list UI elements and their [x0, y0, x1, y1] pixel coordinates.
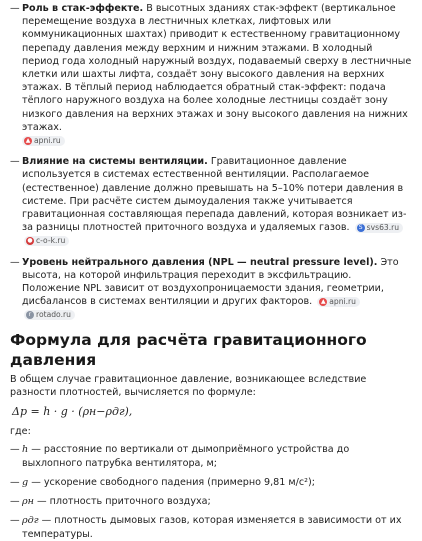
definition-text: — плотность приточного воздуха; [33, 496, 211, 508]
definition-symbol: ρдг [22, 515, 39, 527]
source-chip-cok[interactable]: ● c-o-k.ru [24, 236, 69, 246]
list-item: — Влияние на системы вентиляции. Гравитационное давление используется в системах естественной вентиляции. Располагаемое (естественное) давление должно превышать на 5–10% потери давления в системе. При расчёте систем дымоудаления также учитывается гравитационная составляющая перепада давлений, которая возникает из-за разницы плотностей приточного воздуха и удаляемых газов. S svs63.ru ● c-o-k.ru [10, 156, 407, 246]
definition-text: — расстояние по вертикали от дымоприёмного устройства до выхлопного патрубка вентилятора, м; [22, 444, 350, 469]
definition-item: — ρн — плотность приточного воздуха; [10, 496, 211, 508]
definition-text: — плотность дымовых газов, которая изменяется в зависимости от их температуры. [22, 515, 402, 540]
bullet-title: Уровень нейтрального давления (NPL — neutral pressure level). [22, 256, 378, 268]
definition-text: — ускорение свободного падения (примерно 9,81 м/с²); [28, 476, 315, 488]
definition-symbol: g [22, 476, 29, 488]
section-intro: В общем случае гравитационное давление, возникающее вследствие разности плотностей, вычисляется по формуле: [10, 373, 367, 398]
definition-item: — h — расстояние по вертикали от дымоприёмного устройства до выхлопного патрубка вентилятора, м; [10, 444, 350, 469]
apni-icon: ▲ [320, 298, 326, 306]
apni-icon: ▲ [25, 137, 31, 145]
cok-icon: ● [27, 237, 33, 245]
where-label: где: [10, 426, 31, 438]
section-heading: Формула для расчёта гравитационного давления [10, 330, 367, 369]
list-item: — Уровень нейтрального давления (NPL — neutral pressure level). Это высота, на которой инфильтрация переходит в эксфильтрацию. Положение NPL зависит от воздухопроницаемости здания, геометрии, дисбалансов в системах вентиляции и других факторов. ▲ apni.ru r rotado.ru [10, 256, 399, 320]
definition-symbol: h [22, 444, 29, 456]
definition-item: — ρдг — плотность дымовых газов, которая изменяется в зависимости от их температуры. [10, 515, 402, 540]
bullet-title: Роль в стак-эффекте. [22, 3, 144, 14]
definition-symbol: ρн [22, 496, 34, 508]
rotado-icon: r [26, 311, 34, 319]
source-chip-svs63[interactable]: S svs63.ru [355, 223, 403, 233]
bullet-text: Это высота, на которой инфильтрация переходит в эксфильтрацию. Положение NPL зависит от воздухопроницаемости здания, геометрии, дисбалансов в системах вентиляции и других факторов. [22, 256, 399, 308]
definition-item: — g — ускорение свободного падения (примерно 9,81 м/с²); [10, 476, 315, 488]
source-chip-apni[interactable]: ▲ apni.ru [22, 136, 65, 146]
bullet-text: В высотных зданиях стак-эффект (вертикальное перемещение воздуха в лестничных клетках, лифтовых или коммуникационных шахтах) приводит к естественному гравитационному перепаду давления между верхним и нижним этажами. В холодный период года холодный наружный воздух, подаваемый сверху в лестничные клетки или шахты лифта, создаёт зону высокого давления на верхних этажах. В тёплый период наблюдается обратный стак-эффект: подача тёплого наружного воздуха на более холодные лестницы создаёт зону низкого давления на верхних этажах и зону высокого давления на нижних этажах. [22, 3, 412, 133]
source-chip-apni[interactable]: ▲ apni.ru [317, 297, 360, 307]
source-chip-rotado[interactable]: r rotado.ru [24, 310, 75, 320]
bullet-text: Гравитационное давление используется в системах естественной вентиляции. Располагаемое (естественное) давление должно превышать на 5–10% потери давления в системе. При расчёте систем дымоудаления также учитывается гравитационная составляющая перепада давлений, которая возникает из-за разницы плотностей приточного воздуха и удаляемых газов. [22, 156, 407, 234]
list-item: — Роль в стак-эффекте. В высотных зданиях стак-эффект (вертикальное перемещение воздуха в лестничных клетках, лифтовых или коммуникационных шахтах) приводит к естественному гравитационному перепаду давления между верхним и нижним этажами. В холодный период года холодный наружный воздух, подаваемый сверху в лестничные клетки или шахты лифта, создаёт зону высокого давления на верхних этажах. В тёплый период наблюдается обратный стак-эффект: подача тёплого наружного воздуха на более холодные лестницы создаёт зону низкого давления на верхних этажах и зону высокого давления на нижних этажах. ▲ apni.ru [10, 3, 412, 146]
bullet-title: Влияние на системы вентиляции. [22, 156, 208, 168]
formula: Δp = h · g · (ρн−ρдг), [12, 405, 133, 419]
svs-icon: S [357, 224, 365, 232]
